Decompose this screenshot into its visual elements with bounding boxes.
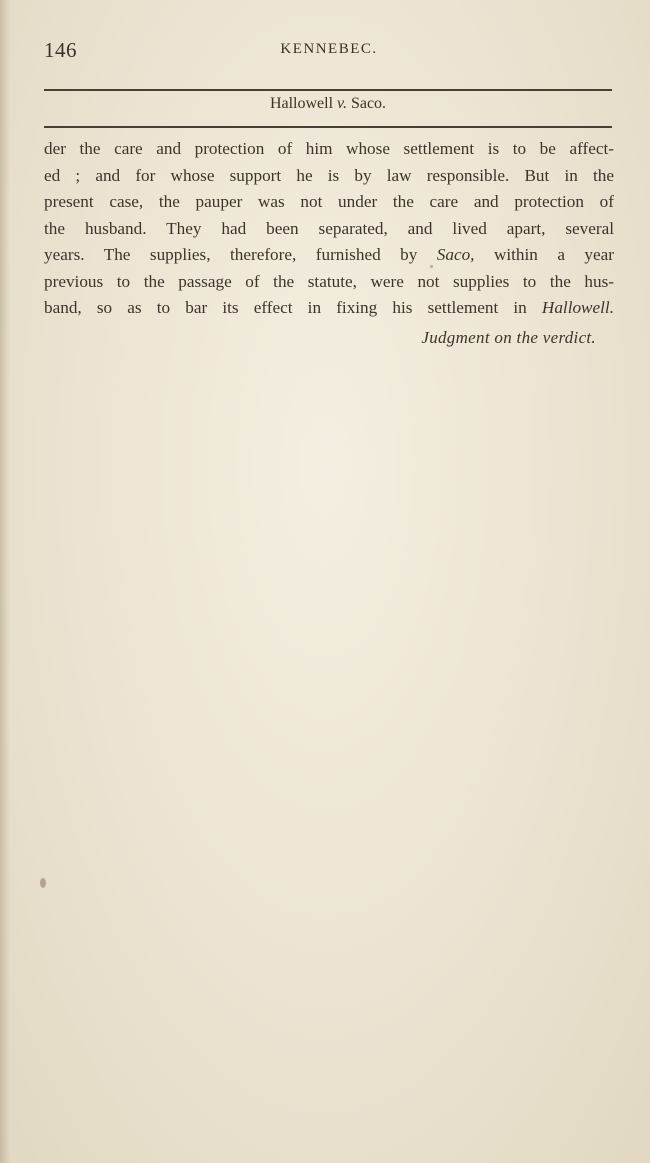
text-segment: years. The supplies, therefore, furnished by — [44, 245, 437, 264]
page-edge-shadow — [0, 0, 10, 1163]
case-plaintiff: Hallowell — [269, 95, 334, 112]
text-line — [44, 136, 614, 163]
judgment-line: Judgment on the verdict. — [421, 328, 596, 347]
text-segment: present case, the pauper was not under the care and protection of — [44, 192, 614, 211]
text-segment: previous to the passage of the statute, were not supplies to the hus- — [44, 271, 614, 291]
text-segment: within a year — [474, 245, 614, 264]
case-title — [44, 95, 612, 113]
running-head: KENNEBEC. — [280, 41, 378, 57]
text-segment: ed ; and for whose support he is by law responsible. But in the — [44, 165, 614, 185]
text-segment-italic: Saco, — [436, 245, 475, 264]
text-segment: band, so as to bar its effect in fixing his settlement in — [44, 298, 542, 317]
case-versus: v. — [337, 95, 347, 112]
text-line — [44, 163, 614, 190]
header-rule-top — [44, 89, 612, 91]
text-line — [44, 242, 614, 269]
case-defendant: Saco. — [350, 95, 387, 112]
text-line — [44, 189, 614, 216]
text-line — [44, 269, 614, 296]
ink-spot — [430, 265, 433, 268]
body-paragraph — [44, 136, 614, 322]
text-segment: the husband. They had been separated, and lived apart, several — [44, 218, 614, 238]
ink-spot — [40, 878, 46, 888]
text-line — [44, 216, 614, 243]
text-segment: der the care and protection of him whose settlement is to be affect- — [44, 139, 614, 158]
page-number: 146 — [44, 38, 77, 62]
text-segment-italic: Hallowell. — [541, 298, 614, 317]
header-rule-bottom — [44, 126, 612, 128]
text-line — [44, 295, 614, 322]
page-header — [44, 38, 614, 68]
